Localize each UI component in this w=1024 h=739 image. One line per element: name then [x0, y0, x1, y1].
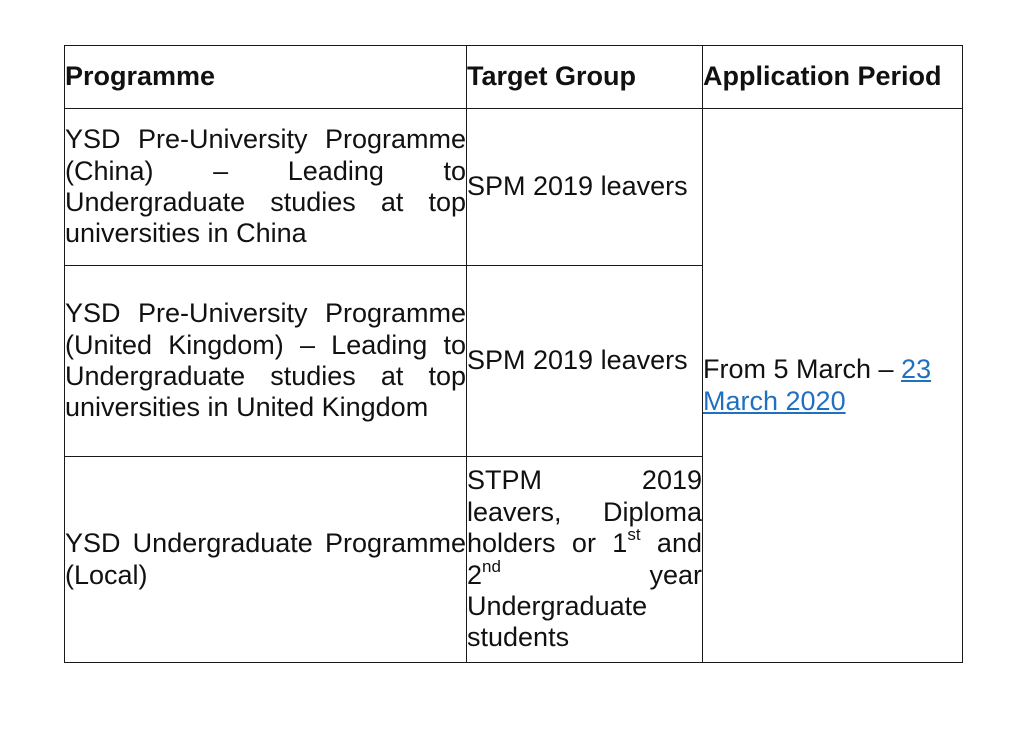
header-row: [65, 46, 963, 109]
header-application-period: Application Period: [703, 46, 963, 109]
target-text-part: and 2: [467, 528, 702, 590]
target-text-part: STPM 2019 leavers, Diploma holders or 1: [467, 465, 702, 559]
programme-cell: YSD Pre-University Programme (United Kingdom) – Leading to Undergraduate studies at top universities in United Kingdom: [65, 266, 467, 457]
period-prefix: From 5 March –: [703, 354, 902, 385]
application-period-cell: [703, 109, 963, 663]
period-end-date-link[interactable]: 23 March 2020: [703, 354, 932, 416]
ordinal-suffix: st: [627, 525, 641, 545]
target-group-cell: SPM 2019 leavers: [467, 266, 703, 457]
programme-cell: YSD Pre-University Programme (China) – Leading to Undergraduate studies at top universities in China: [65, 109, 467, 266]
ordinal-suffix: nd: [482, 556, 501, 576]
table-row: [65, 109, 963, 266]
target-group-cell: [467, 457, 703, 663]
target-text-part: year Undergraduate students: [467, 559, 702, 653]
programme-table: [64, 45, 963, 663]
target-group-cell: SPM 2019 leavers: [467, 109, 703, 266]
programme-cell: YSD Undergraduate Programme (Local): [65, 457, 467, 663]
header-programme: Programme: [65, 46, 467, 109]
header-target-group: Target Group: [467, 46, 703, 109]
